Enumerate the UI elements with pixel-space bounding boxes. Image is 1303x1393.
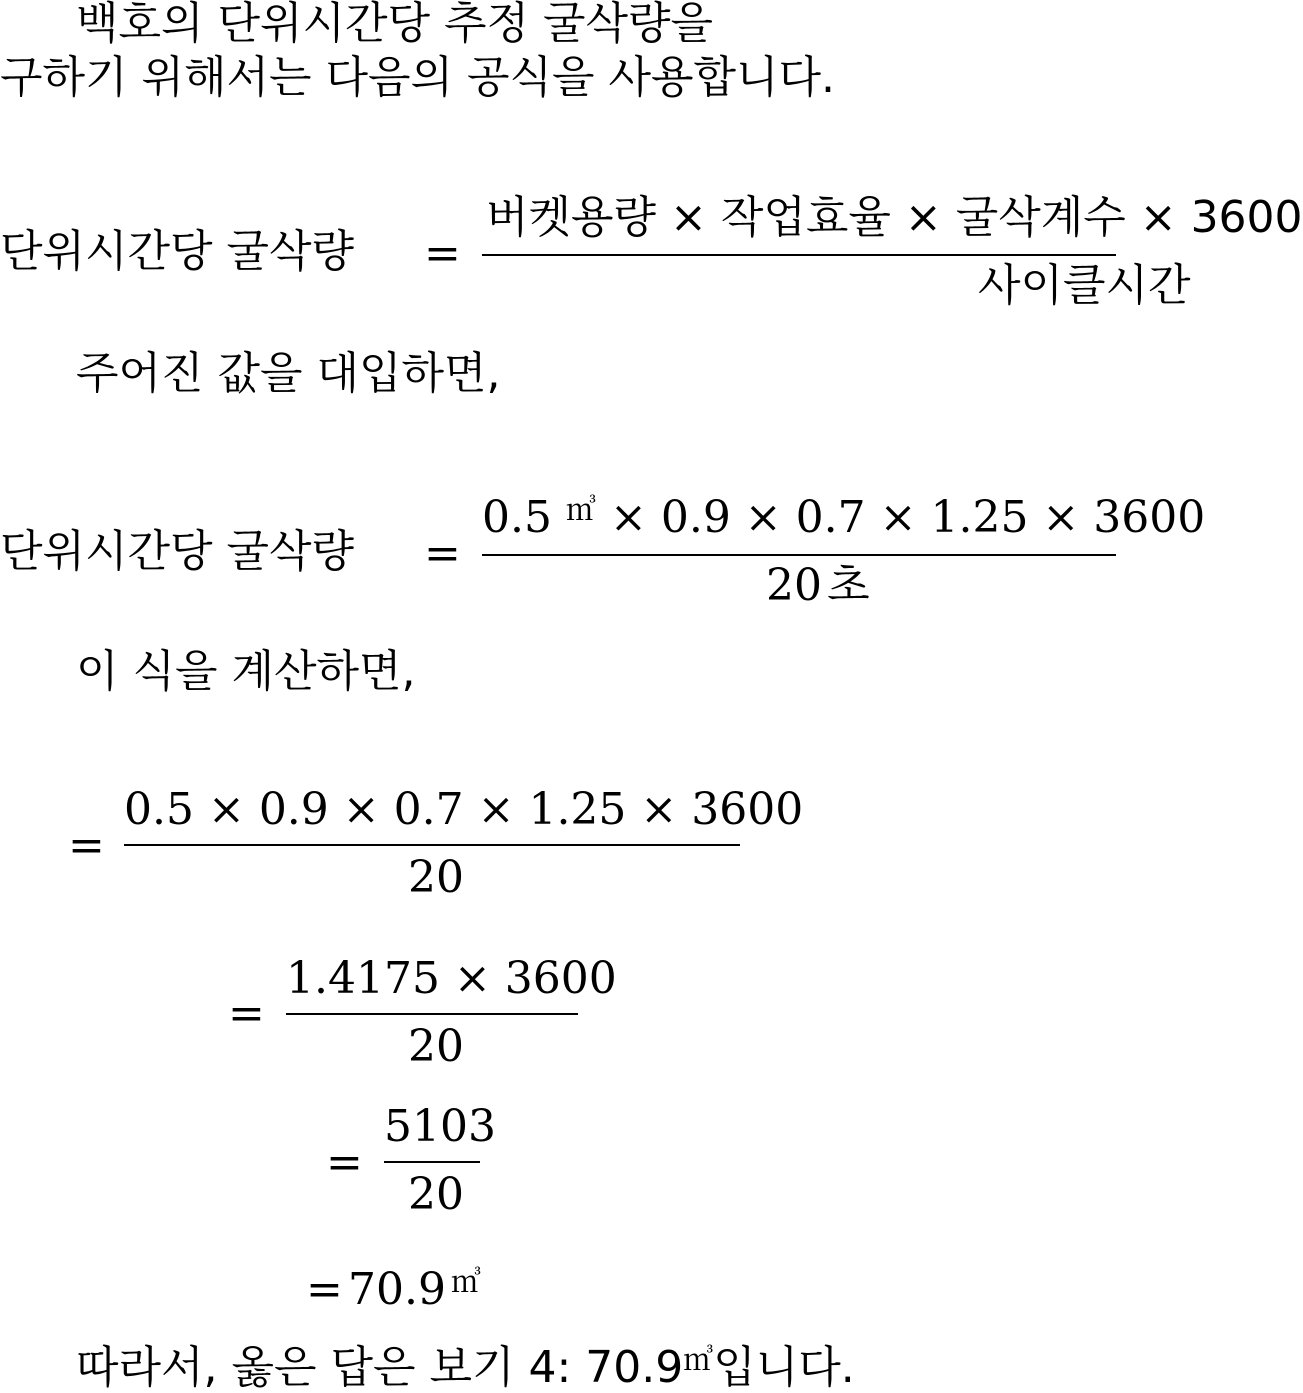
- step2-equals: =: [228, 988, 265, 1039]
- cubic-meter-unit: ㎥: [565, 493, 596, 528]
- step1-fraction-bar: [124, 844, 740, 846]
- formula2-equals: =: [424, 528, 461, 579]
- conclusion-unit: ㎥: [683, 1343, 714, 1378]
- calc-step-4: [306, 1264, 482, 1315]
- step3-denominator: 20: [408, 1169, 464, 1220]
- step3-fraction-bar: [384, 1161, 480, 1163]
- formula1-fraction-bar: [482, 254, 1116, 256]
- formula2-den-unit: 초: [827, 560, 870, 611]
- intro-line-1: 백호의 단위시간당 추정 굴삭량을: [76, 0, 714, 49]
- formula2-num-rest: × 0.9 × 0.7 × 1.25 × 3600: [609, 492, 1206, 543]
- formula2-num-first: 0.5: [482, 492, 552, 543]
- formula1-numerator: 버켓용량 × 작업효율 × 굴삭계수 × 3600: [486, 192, 1303, 243]
- step1-equals: =: [68, 820, 105, 871]
- step4-unit: ㎥: [451, 1265, 482, 1300]
- conclusion-text: 따라서, 옳은 답은 보기 4: 70.9: [76, 1342, 684, 1393]
- formula2-fraction-bar: [482, 554, 1116, 556]
- step1-denominator: 20: [408, 852, 464, 903]
- step3-equals: =: [326, 1137, 363, 1188]
- conclusion-tail: 입니다.: [713, 1342, 855, 1393]
- formula1-lhs: 단위시간당 굴삭량: [0, 226, 355, 277]
- step4-value: 70.9: [347, 1264, 446, 1315]
- compute-text: 이 식을 계산하면,: [76, 646, 416, 697]
- conclusion: [76, 1342, 855, 1393]
- substitute-text: 주어진 값을 대입하면,: [76, 348, 501, 399]
- formula1-denominator: 사이클시간: [978, 260, 1191, 311]
- formula1-equals: =: [424, 228, 461, 279]
- step3-numerator: 5103: [384, 1101, 496, 1152]
- step2-numerator: 1.4175 × 3600: [286, 953, 617, 1004]
- formula2-denominator: [766, 560, 870, 611]
- formula2-numerator: [482, 492, 1206, 543]
- formula2-den-value: 20: [766, 560, 822, 611]
- step2-denominator: 20: [408, 1021, 464, 1072]
- step1-numerator: 0.5 × 0.9 × 0.7 × 1.25 × 3600: [124, 784, 804, 835]
- intro-line-2: 구하기 위해서는 다음의 공식을 사용합니다.: [0, 52, 836, 103]
- step2-fraction-bar: [286, 1013, 578, 1015]
- formula2-lhs: 단위시간당 굴삭량: [0, 526, 355, 577]
- step4-equals: =: [306, 1264, 343, 1315]
